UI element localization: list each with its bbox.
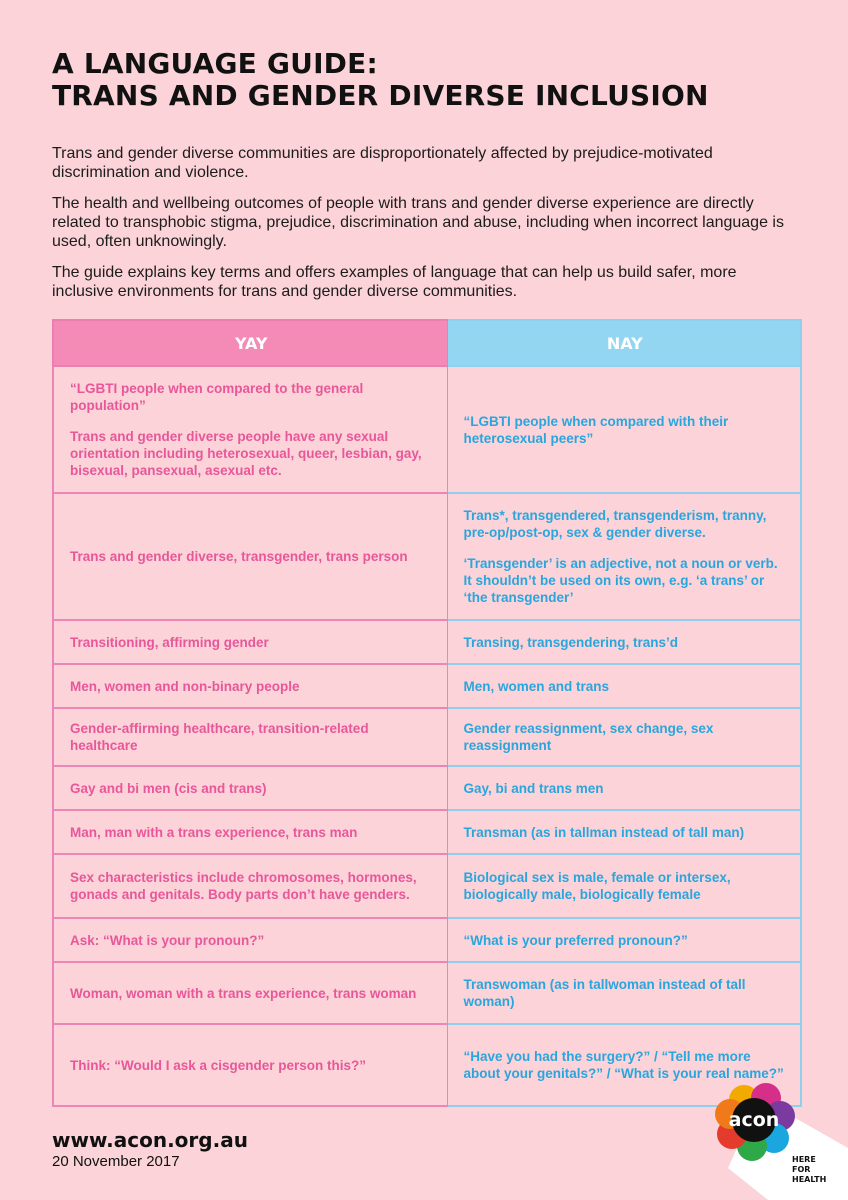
nay-cell-text: Trans*, transgendered, transgenderism, tranny, pre-op/post-op, sex & gender diverse. bbox=[463, 508, 767, 540]
table-row bbox=[53, 918, 801, 962]
yay-cell bbox=[53, 854, 447, 918]
intro-paragraph: Trans and gender diverse communities are disproportionately affected by prejudice-motivated discrimination and violence. bbox=[52, 145, 713, 181]
language-guide-table bbox=[52, 319, 802, 1107]
acon-logo bbox=[708, 1078, 848, 1200]
website-link[interactable]: www.acon.org.au bbox=[52, 1128, 248, 1152]
logo-wordmark: acon bbox=[728, 1109, 780, 1131]
nay-cell-text: ‘Transgender’ is an adjective, not a noun or verb. It shouldn’t be used on its own, e.g. ‘a trans’ or ‘the transgender’ bbox=[463, 556, 778, 605]
yay-cell bbox=[53, 1024, 447, 1106]
yay-cell bbox=[53, 918, 447, 962]
intro-paragraph: The guide explains key terms and offers examples of language that can help us build safer, more inclusive environments for trans and gender diverse communities. bbox=[52, 264, 737, 300]
yay-header: YAY bbox=[53, 320, 447, 366]
intro-paragraph: The health and wellbeing outcomes of people with trans and gender diverse experience are directly related to transphobic stigma, prejudice, discrimination and abuse, including when incorrect language is used, often unknowingly. bbox=[52, 195, 784, 250]
nay-cell-text: Gender reassignment, sex change, sex reassignment bbox=[463, 721, 714, 753]
nay-cell bbox=[447, 664, 801, 708]
table-row bbox=[53, 766, 801, 810]
logo-tagline-1: HERE bbox=[792, 1155, 816, 1164]
nay-cell-text: “LGBTI people when compared with their heterosexual peers” bbox=[463, 413, 729, 446]
table-row bbox=[53, 493, 801, 620]
nay-cell bbox=[447, 708, 801, 766]
nay-header: NAY bbox=[447, 320, 801, 366]
yay-cell-text: “LGBTI people when compared to the general population” bbox=[70, 381, 364, 413]
nay-cell-text: Transwoman (as in tallwoman instead of tall woman) bbox=[463, 977, 746, 1009]
nay-cell-text: Biological sex is male, female or intersex, biologically male, biologically female bbox=[463, 870, 731, 902]
yay-cell bbox=[53, 766, 447, 810]
table-row bbox=[53, 854, 801, 918]
yay-cell-text: Transitioning, affirming gender bbox=[70, 634, 269, 650]
nay-cell bbox=[447, 810, 801, 854]
yay-cell bbox=[53, 664, 447, 708]
table-row bbox=[53, 664, 801, 708]
yay-cell-text: Trans and gender diverse people have any sexual orientation including heterosexual, queer, lesbian, gay, bisexual, pansexual, asexual etc. bbox=[70, 429, 422, 478]
table-row bbox=[53, 810, 801, 854]
yay-cell bbox=[53, 962, 447, 1024]
nay-cell bbox=[447, 766, 801, 810]
nay-cell-text: Gay, bi and trans men bbox=[463, 780, 604, 796]
nay-cell-text: Transing, transgendering, trans’d bbox=[463, 634, 679, 650]
publication-date: 20 November 2017 bbox=[52, 1153, 180, 1170]
table-header-row bbox=[53, 320, 801, 366]
yay-cell-text: Gender-affirming healthcare, transition-related healthcare bbox=[70, 721, 369, 753]
yay-cell-text: Ask: “What is your pronoun?” bbox=[70, 932, 265, 948]
nay-cell-text: “Have you had the surgery?” / “Tell me more about your genitals?” / “What is your real name?” bbox=[463, 1049, 784, 1081]
yay-cell bbox=[53, 620, 447, 664]
yay-cell bbox=[53, 493, 447, 620]
yay-cell-text: Men, women and non-binary people bbox=[70, 678, 300, 694]
nay-cell bbox=[447, 918, 801, 962]
nay-cell-text: “What is your preferred pronoun?” bbox=[463, 932, 688, 948]
logo-tagline-3: HEALTH bbox=[792, 1175, 827, 1184]
nay-cell bbox=[447, 854, 801, 918]
yay-cell-text: Think: “Would I ask a cisgender person this?” bbox=[70, 1057, 367, 1073]
page-title bbox=[52, 48, 709, 112]
table-row bbox=[53, 708, 801, 766]
nay-cell-text: Men, women and trans bbox=[463, 678, 610, 694]
yay-cell bbox=[53, 366, 447, 493]
yay-cell-text: Trans and gender diverse, transgender, trans person bbox=[70, 549, 408, 564]
yay-cell-text: Man, man with a trans experience, trans man bbox=[70, 824, 358, 840]
nay-cell bbox=[447, 493, 801, 620]
nay-cell-text: Transman (as in tallman instead of tall man) bbox=[463, 824, 745, 840]
yay-cell-text: Woman, woman with a trans experience, trans woman bbox=[70, 985, 417, 1001]
table-row bbox=[53, 366, 801, 493]
yay-cell-text: Gay and bi men (cis and trans) bbox=[70, 780, 267, 796]
yay-cell-text: Sex characteristics include chromosomes, hormones, gonads and genitals. Body parts don’t have genders. bbox=[70, 870, 417, 902]
nay-cell bbox=[447, 962, 801, 1024]
table-row bbox=[53, 962, 801, 1024]
yay-cell bbox=[53, 708, 447, 766]
yay-cell bbox=[53, 810, 447, 854]
title-line-1: A LANGUAGE GUIDE: bbox=[52, 47, 378, 80]
nay-cell bbox=[447, 366, 801, 493]
table-row bbox=[53, 1024, 801, 1106]
table-row bbox=[53, 620, 801, 664]
logo-tagline-2: FOR bbox=[792, 1165, 811, 1174]
title-line-2: TRANS AND GENDER DIVERSE INCLUSION bbox=[52, 79, 709, 112]
intro-text bbox=[52, 144, 802, 313]
nay-cell bbox=[447, 620, 801, 664]
